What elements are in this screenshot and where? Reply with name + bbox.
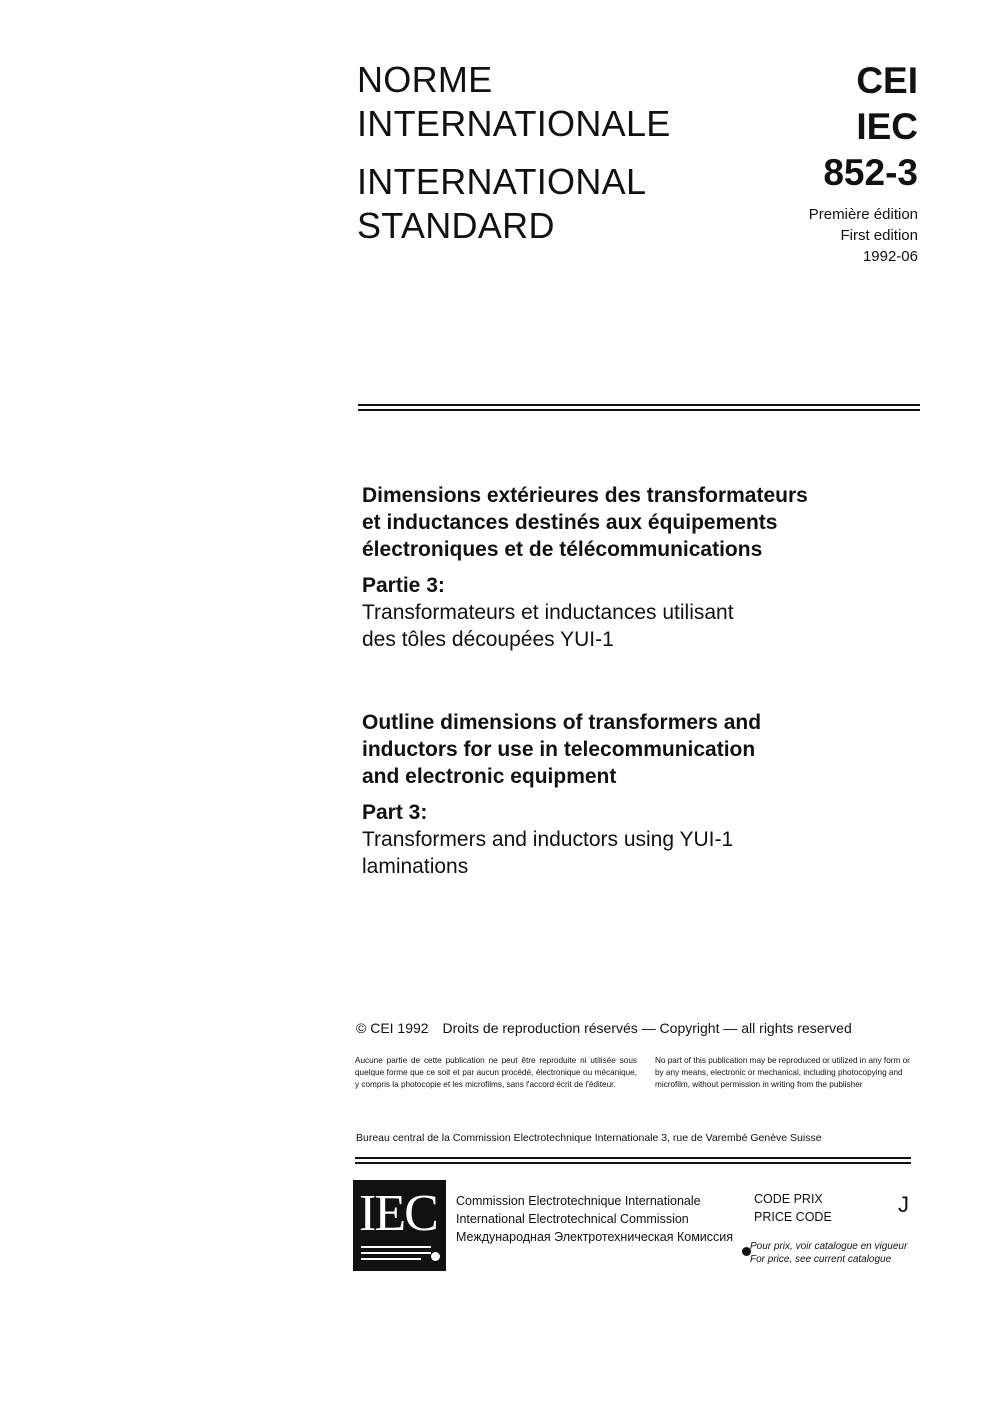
commission-ru: Международная Электротехническая Комиссия bbox=[456, 1230, 734, 1244]
price-label-en: PRICE CODE bbox=[754, 1210, 832, 1224]
price-label-fr: CODE PRIX bbox=[754, 1192, 823, 1206]
commission-fr: Commission Electrotechnique Internationale bbox=[456, 1194, 701, 1208]
standard-line-2: STANDARD bbox=[357, 205, 555, 246]
standard-number: 852-3 bbox=[823, 152, 918, 193]
divider-bottom-2 bbox=[355, 1162, 911, 1164]
iec-logo bbox=[353, 1180, 446, 1271]
price-code-value: J bbox=[898, 1192, 909, 1217]
edition-date: 1992-06 bbox=[862, 248, 918, 265]
divider-top-2 bbox=[358, 409, 920, 411]
norme-line-2: INTERNATIONALE bbox=[357, 103, 671, 144]
english-part-title-line-2: laminations bbox=[362, 855, 469, 878]
commission-en: International Electrotechnical Commission bbox=[456, 1212, 689, 1226]
copyright-line bbox=[356, 1020, 862, 1036]
copyright-notice: Droits de reproduction réservés — Copyright — all rights reserved bbox=[442, 1020, 852, 1036]
edition-info bbox=[809, 204, 918, 267]
fine-print-en: No part of this publication may be reproduced or utilized in any form or by any means, electronic or mechanical, including photocopying and microfilm, without permission in writing from the publisher bbox=[655, 1056, 910, 1089]
cei-label: CEI bbox=[856, 60, 918, 101]
standard-number-block bbox=[809, 58, 918, 267]
english-title-block bbox=[362, 709, 922, 880]
fine-print-fr: Aucune partie de cette publication ne peut être reproduite ni utilisée sous quelque forme que ce soit et par aucun procédé, électronique ou mécanique, y compris la photocopie et les microfilms, sans l'accord écrit de l'éditeur. bbox=[355, 1056, 637, 1089]
standard-line-1: INTERNATIONAL bbox=[357, 161, 647, 202]
english-title-line-2: inductors for use in telecommunication bbox=[362, 738, 756, 761]
edition-fr: Première édition bbox=[808, 206, 918, 223]
price-note-fr: Pour prix, voir catalogue en vigueur bbox=[750, 1241, 908, 1252]
english-part-title-line-1: Transformers and inductors using YUI-1 bbox=[362, 828, 734, 851]
edition-en: First edition bbox=[840, 227, 918, 244]
logo-stripe-1 bbox=[361, 1246, 431, 1248]
price-note-en: For price, see current catalogue bbox=[750, 1254, 892, 1265]
iec-label: IEC bbox=[856, 106, 918, 147]
divider-bottom-1 bbox=[355, 1157, 911, 1159]
french-part-label: Partie 3: bbox=[362, 574, 445, 597]
bureau-address: Bureau central de la Commission Electrotechnique Internationale 3, rue de Varembé Genève Suisse bbox=[356, 1132, 822, 1144]
norme-line-1: NORME bbox=[357, 59, 493, 100]
copyright-owner: © CEI 1992 bbox=[356, 1020, 429, 1036]
english-title-line-3: and electronic equipment bbox=[362, 765, 617, 788]
price-note bbox=[750, 1240, 907, 1266]
document-type bbox=[357, 58, 671, 248]
french-part-title-line-2: des tôles découpées YUI-1 bbox=[362, 628, 614, 651]
logo-dot-icon bbox=[431, 1252, 440, 1261]
french-title-line-3: électroniques et de télécommunications bbox=[362, 538, 763, 561]
iec-logo-text: IEC bbox=[359, 1185, 437, 1242]
english-part-label: Part 3: bbox=[362, 801, 428, 824]
logo-stripe-3 bbox=[361, 1258, 421, 1260]
french-title-block bbox=[362, 482, 922, 653]
logo-stripe-2 bbox=[361, 1252, 431, 1254]
english-title-line-1: Outline dimensions of transformers and bbox=[362, 711, 762, 734]
french-title-line-2: et inductances destinés aux équipements bbox=[362, 511, 778, 534]
divider-top-1 bbox=[358, 404, 920, 406]
price-code-labels bbox=[754, 1190, 832, 1226]
french-part-title-line-1: Transformateurs et inductances utilisant bbox=[362, 601, 734, 624]
commission-names bbox=[456, 1192, 733, 1246]
french-title-line-1: Dimensions extérieures des transformateurs bbox=[362, 484, 808, 507]
